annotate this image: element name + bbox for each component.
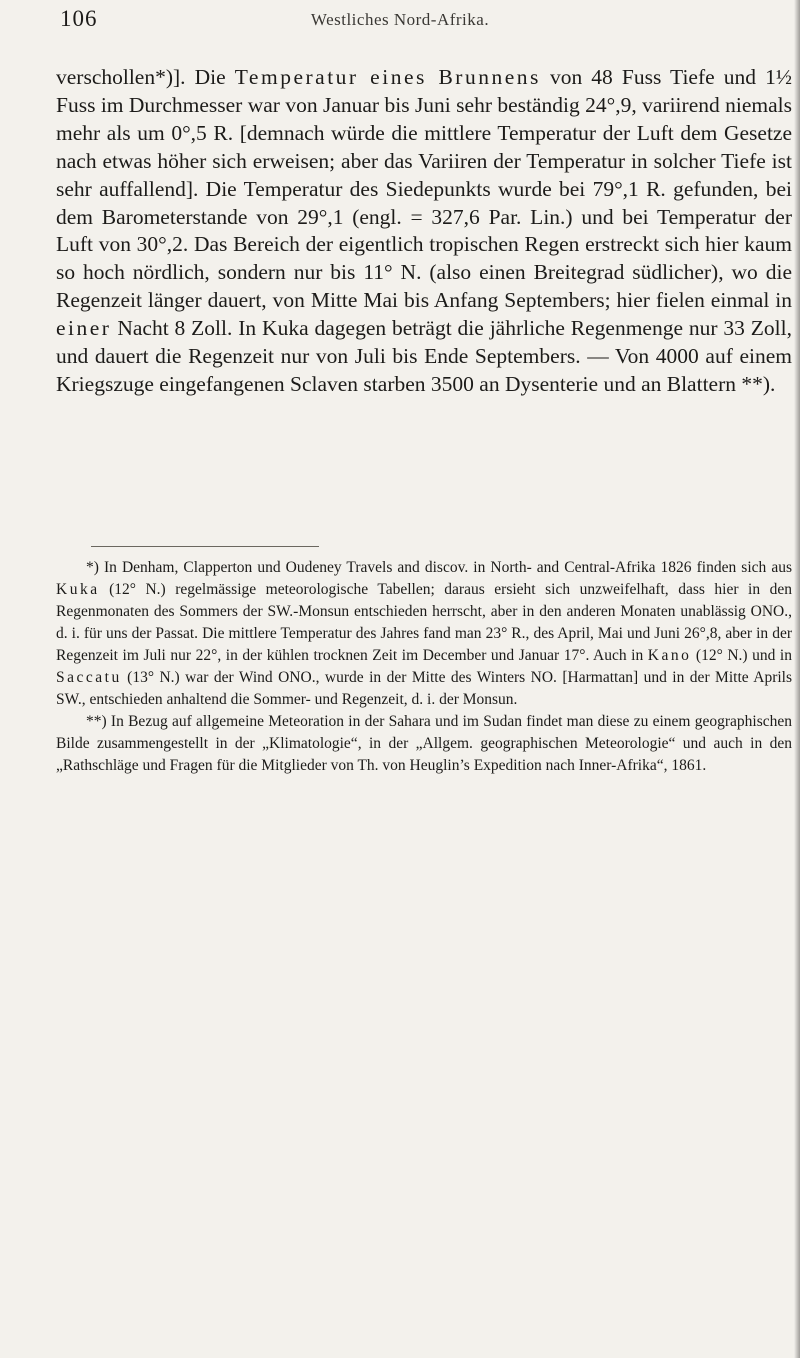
footnote-1-mid: (12° N.) regelmässige meteorologische Tabellen; daraus ersieht sich unzweifelhaft, dass hier in den Regenmonaten des Sommers der SW.-Monsun entschieden herrscht, aber in den anderen Monaten unablässig ONO., d. i. für uns der Passat. Die mittlere Temperatur des Jahres fand man 23° R., des April, Mai und Juni 26°,8, aber in der Regenzeit im Juli nur 22°, in der kühlen trocknen Zeit im December und Januar 17°. Auch in xyxy=(56,581,792,664)
footnote-1-start: *) In Denham, Clapperton und Oudeney Travels and discov. in North- and Central-Afrika 1826 finden sich aus xyxy=(86,559,792,576)
footnotes xyxy=(56,557,792,777)
main-text xyxy=(56,64,792,399)
emphasized-phrase: Temperatur eines Brunnens xyxy=(234,65,541,89)
footnote-1 xyxy=(56,557,792,711)
footnote-1-mid2: (12° N.) und in xyxy=(691,647,792,664)
place-kano: Kano xyxy=(647,647,692,664)
page-edge-shadow xyxy=(794,0,800,1358)
page-number: 106 xyxy=(60,6,98,31)
main-paragraph xyxy=(56,64,792,399)
paragraph-end: Nacht 8 Zoll. In Kuka dagegen beträgt die jährliche Regenmenge nur 33 Zoll, und dauert die Regenzeit nur von Juli bis Ende Septembers. — Von 4000 auf einem Kriegszuge eingefangenen Sclaven starben 3500 an Dysenterie und an Blattern **). xyxy=(56,316,792,396)
running-head xyxy=(0,6,800,40)
paragraph-body: von 48 Fuss Tiefe und 1½ Fuss im Durchmesser war von Januar bis Juni sehr beständig 24°,9, variirend niemals mehr als um 0°,5 R. [demnach würde die mittlere Temperatur der Luft dem Gesetze nach etwas höher sich erweisen; aber das Variiren der Temperatur in solcher Tiefe ist sehr auffallend]. Die Temperatur des Siedepunkts wurde bei 79°,1 R. gefunden, bei dem Barometerstande von 29°,1 (engl. = 327,6 Par. Lin.) und bei Temperatur der Luft von 30°,2. Das Bereich der eigentlich tropischen Regen erstreckt sich hier kaum so hoch nördlich, sondern nur bis 11° N. (also einen Breitegrad südlicher), wo die Regenzeit länger dauert, von Mitte Mai bis Anfang Septembers; hier fielen einmal in xyxy=(56,65,792,313)
place-saccatu: Saccatu xyxy=(56,669,122,686)
place-kuka: Kuka xyxy=(56,581,100,598)
footnote-1-end: (13° N.) war der Wind ONO., wurde in der Mitte des Winters NO. [Harmattan] und in der Mitte Aprils SW., entschieden anhaltend die Sommer- und Regenzeit, d. i. der Monsun. xyxy=(56,669,792,708)
running-title: Westliches Nord-Afrika. xyxy=(310,10,490,29)
footnote-2: **) In Bezug auf allgemeine Meteoration in der Sahara und im Sudan findet man diese zu einem geographischen Bilde zusammengestellt in der „Klimatologie“, in der „Allgem. geographischen Meteorologie“ und auch in den „Rathschläge und Fragen für die Mitglieder von Th. von Heuglin’s Expedition nach Inner-Afrika“, 1861. xyxy=(56,713,792,774)
paragraph-intro: verschollen*)]. Die xyxy=(56,65,235,89)
footnote-divider xyxy=(91,546,319,547)
emphasized-word: einer xyxy=(56,316,112,341)
